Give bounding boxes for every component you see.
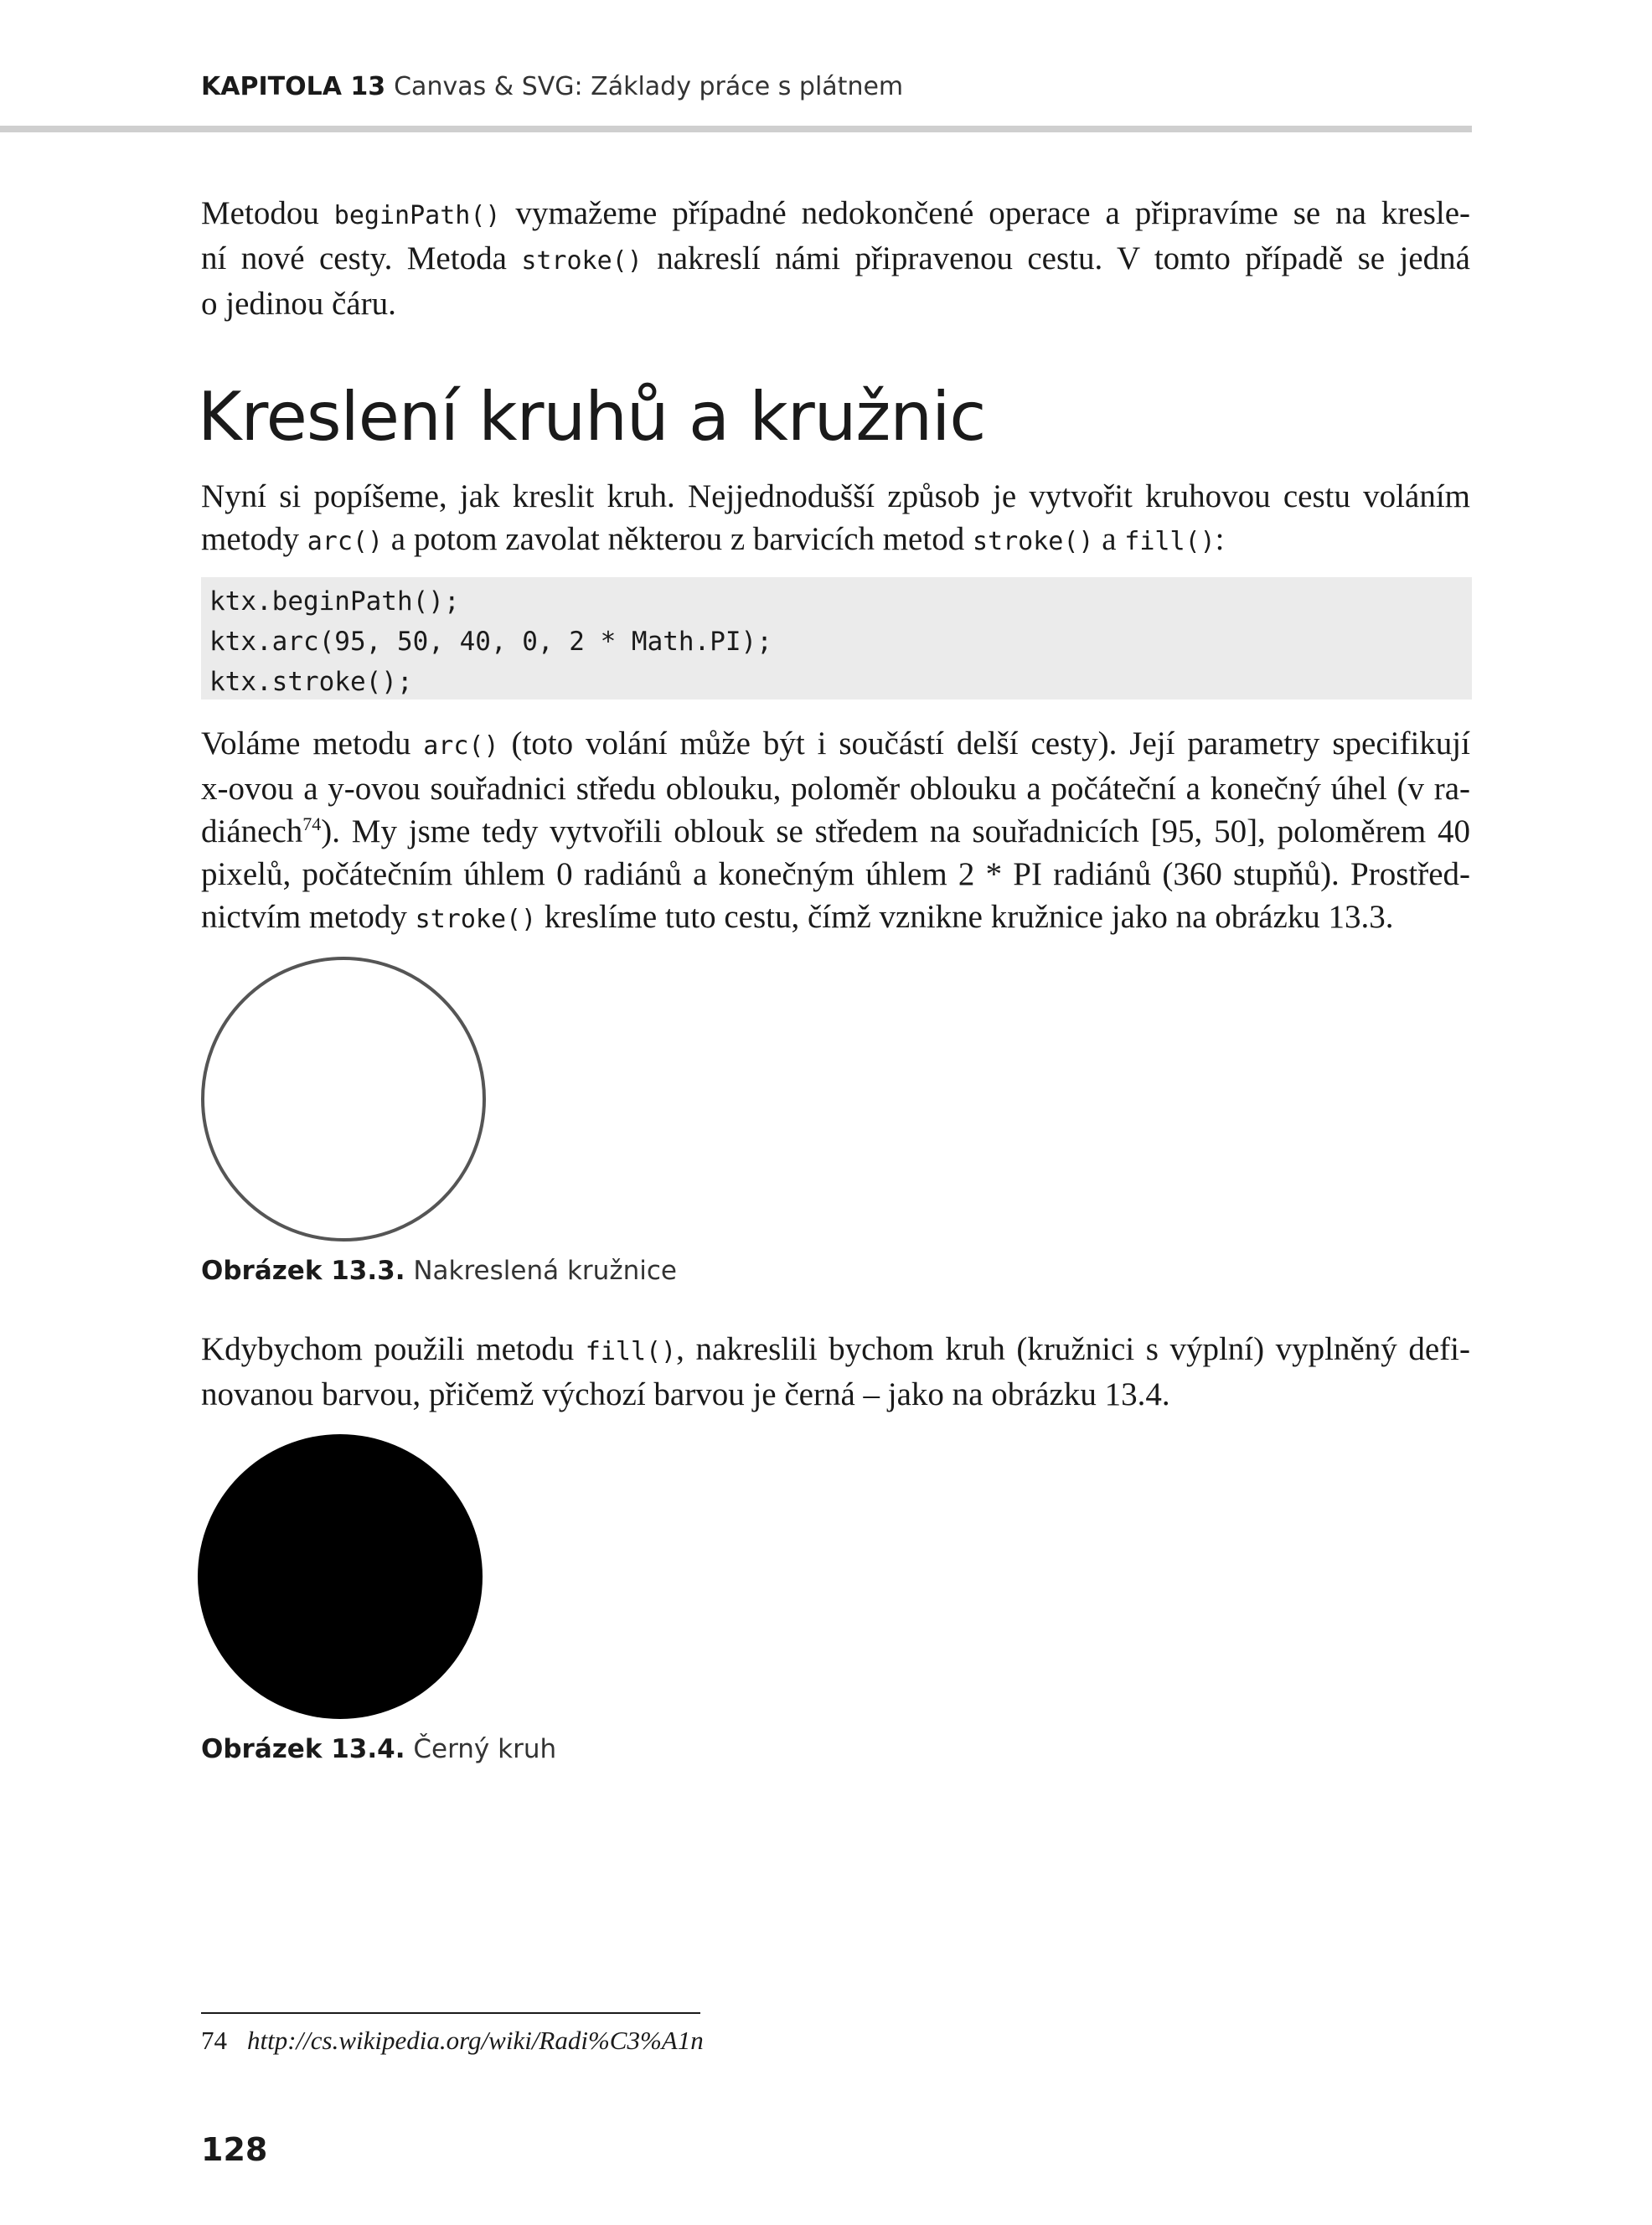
text-run: diánech xyxy=(201,813,303,849)
paragraph-line xyxy=(201,810,1470,853)
text-run: Kdybychom použili metodu xyxy=(201,1331,586,1367)
inline-code: stroke() xyxy=(415,905,537,934)
text-run: vymažeme případné nedokončené operace a připravíme se na kresle- xyxy=(500,195,1471,231)
text-run: (toto volání může být i součástí delší cesty). Její parametry specifikují xyxy=(498,725,1470,761)
text-run: Voláme metodu xyxy=(201,725,424,761)
chapter-number: KAPITOLA 13 xyxy=(201,72,386,101)
paragraph-arc-explanation xyxy=(201,722,1470,941)
text-run: , nakreslili bychom kruh (kružnici s výplní) vyplněný defi- xyxy=(676,1331,1470,1367)
chapter-title: Canvas & SVG: Základy práce s plátnem xyxy=(394,72,904,101)
inline-code: fill() xyxy=(1124,527,1216,556)
filled-circle xyxy=(198,1434,483,1719)
code-line: ktx.stroke(); xyxy=(209,667,413,697)
caption-text: Černý kruh xyxy=(413,1734,557,1764)
paragraph-line xyxy=(201,518,1470,563)
stroked-circle-figure xyxy=(198,955,493,1243)
footnote xyxy=(201,2026,704,2056)
text-run: Metodou xyxy=(201,195,334,231)
text-run: nakreslí námi připravenou cestu. V tomto případě se jedná xyxy=(642,240,1470,276)
inline-code: arc() xyxy=(307,527,384,556)
paragraph-line xyxy=(201,1328,1470,1373)
code-line: ktx.arc(95, 50, 40, 0, 2 * Math.PI); xyxy=(209,627,772,657)
figure-caption xyxy=(201,1734,556,1764)
paragraph-line xyxy=(201,722,1470,767)
text-run: ní nové cesty. Metoda xyxy=(201,240,522,276)
paragraph-line: Nyní si popíšeme, jak kreslit kruh. Nejjednodušší způsob je vytvořit kruhovou cestu voláním xyxy=(201,478,1470,514)
text-run: a xyxy=(1093,521,1125,557)
paragraph-line: pixelů, počátečním úhlem 0 radiánů a konečným úhlem 2 * PI radiánů (360 stupňů). Prostřed- xyxy=(201,856,1470,892)
caption-text: Nakreslená kružnice xyxy=(413,1256,677,1286)
stroked-circle xyxy=(203,958,484,1240)
figure-caption xyxy=(201,1256,677,1286)
paragraph-line xyxy=(201,192,1470,237)
paragraph-circle-intro xyxy=(201,475,1470,563)
footnote-link[interactable]: http://cs.wikipedia.org/wiki/Radi%C3%A1n xyxy=(247,2026,704,2055)
paragraph-fill xyxy=(201,1328,1470,1416)
inline-code: beginPath() xyxy=(333,201,501,230)
code-line: ktx.beginPath(); xyxy=(209,586,460,617)
caption-label: Obrázek 13.3. xyxy=(201,1256,405,1286)
paragraph-line xyxy=(201,896,1470,941)
footnote-number: 74 xyxy=(201,2026,227,2055)
inline-code: arc() xyxy=(423,731,499,761)
text-run: ). My jsme tedy vytvořili oblouk se středem na souřadnicích [95, 50], poloměrem 40 xyxy=(321,813,1470,849)
paragraph-line: x-ovou a y-ovou souřadnici středu oblouku, poloměr oblouku a počáteční a konečný úhel (v ra- xyxy=(201,771,1470,807)
text-run: kreslíme tuto cestu, čímž vznikne kružnice jako na obrázku 13.3. xyxy=(536,899,1394,935)
inline-code: fill() xyxy=(585,1337,677,1366)
paragraph-intro xyxy=(201,192,1470,325)
paragraph-line: o jedinou čáru. xyxy=(201,286,396,322)
inline-code: stroke() xyxy=(972,527,1094,556)
code-block xyxy=(201,577,1472,700)
footnote-divider xyxy=(201,2012,700,2014)
text-run: a potom zavolat některou z barvicích metod xyxy=(383,521,973,557)
running-header xyxy=(201,72,903,101)
section-heading: Kreslení kruhů a kružnic xyxy=(198,378,986,456)
paragraph-line: novanou barvou, přičemž výchozí barvou je černá – jako na obrázku 13.4. xyxy=(201,1376,1170,1412)
caption-label: Obrázek 13.4. xyxy=(201,1734,405,1764)
inline-code: stroke() xyxy=(521,246,643,276)
paragraph-line xyxy=(201,237,1470,282)
header-divider xyxy=(0,126,1472,132)
filled-circle-figure xyxy=(194,1433,489,1721)
footnote-ref: 74 xyxy=(302,813,322,834)
text-run: : xyxy=(1215,521,1225,557)
text-run: nictvím metody xyxy=(201,899,416,935)
text-run: metody xyxy=(201,521,307,557)
page-number: 128 xyxy=(201,2131,268,2168)
